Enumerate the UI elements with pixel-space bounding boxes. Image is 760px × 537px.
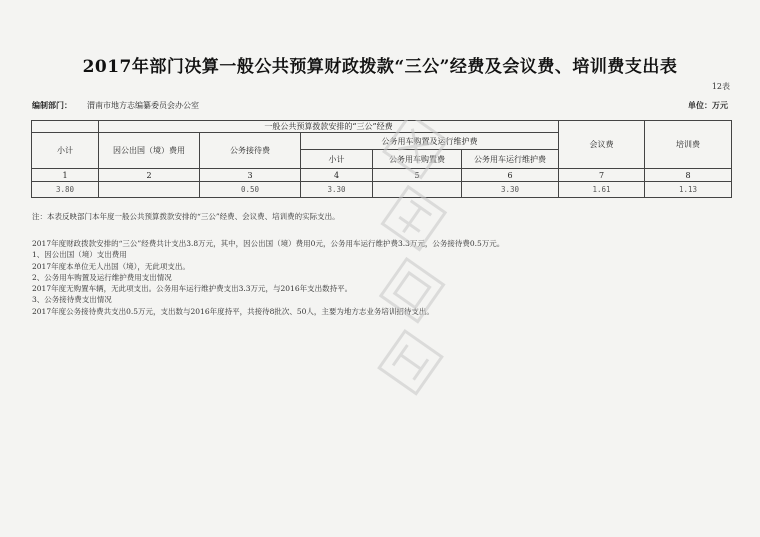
description-line: 3、公务接待费支出情况 (32, 295, 112, 305)
description-line: 2017年度本单位无人出国（境），无此项支出。 (32, 261, 190, 271)
description-line: 2、公务用车购置及运行维护费用支出情况 (32, 272, 172, 282)
description-line: 1、因公出国（境）支出费用 (32, 250, 127, 260)
org-label: 编制部门： (32, 100, 72, 110)
unit-label: 单位：万元 (688, 100, 728, 110)
index-cell: 4 (301, 169, 373, 182)
description-block (32, 238, 504, 317)
page-title: 2017年部门决算一般公共预算财政拨款“三公”经费及会议费、培训费支出表 (82, 57, 678, 77)
data-cell-vehicle-operation: 3.30 (462, 182, 559, 198)
org-name: 渭南市地方志编纂委员会办公室 (87, 101, 199, 110)
form-number: 12表 (711, 82, 730, 91)
description-line: 2017年度公务接待费共支出0.5万元，支出数与2016年度持平，共接待8批次、50人，主要为地方志业务培训招待支出。 (32, 306, 434, 316)
header-training: 培训费 (645, 121, 732, 169)
header-vehicle-purchase: 公务用车购置费 (373, 150, 462, 169)
group-header: 一般公共预算拨款安排的“三公”经费 (99, 121, 559, 133)
header-subtotal: 小计 (32, 133, 99, 169)
data-cell-vehicle-purchase (373, 182, 462, 198)
index-cell: 6 (462, 169, 559, 182)
empty-header-cell (32, 121, 99, 133)
index-row (32, 169, 732, 182)
index-cell: 7 (559, 169, 645, 182)
data-cell-meeting: 1.61 (559, 182, 645, 198)
data-cell-abroad (99, 182, 200, 198)
index-cell: 3 (200, 169, 301, 182)
description-line: 2017年度财政拨款安排的“三公”经费共计支出3.8万元，其中，因公出国（境）费用0元，公务用车运行维护费3.3万元，公务接待费0.5万元。 (32, 239, 505, 248)
index-cell: 5 (373, 169, 462, 182)
data-row (32, 182, 732, 198)
data-cell-training: 1.13 (645, 182, 732, 198)
header-vehicle-subtotal: 小计 (301, 150, 373, 169)
data-cell-subtotal: 3.80 (32, 182, 99, 198)
header-vehicle-operation: 公务用车运行维护费 (462, 150, 559, 169)
index-cell: 1 (32, 169, 99, 182)
description-line: 2017年度无购置车辆，无此项支出。公务用车运行维护费支出3.3万元，与2016年支出数持平。 (32, 284, 353, 294)
data-cell-vehicle-subtotal: 3.30 (301, 182, 373, 198)
header-reception: 公务接待费 (200, 133, 301, 169)
table-note: 注：本表反映部门本年度一般公共预算拨款安排的“三公”经费、会议费、培训费的实际支出。 (32, 212, 340, 221)
header-meeting: 会议费 (559, 121, 645, 169)
header-abroad: 因公出国（境）费用 (99, 133, 200, 169)
data-cell-reception: 0.50 (200, 182, 301, 198)
header-vehicle-group: 公务用车购置及运行维护费 (301, 133, 559, 150)
index-cell: 2 (99, 169, 200, 182)
expense-table (31, 120, 732, 198)
index-cell: 8 (645, 169, 732, 182)
